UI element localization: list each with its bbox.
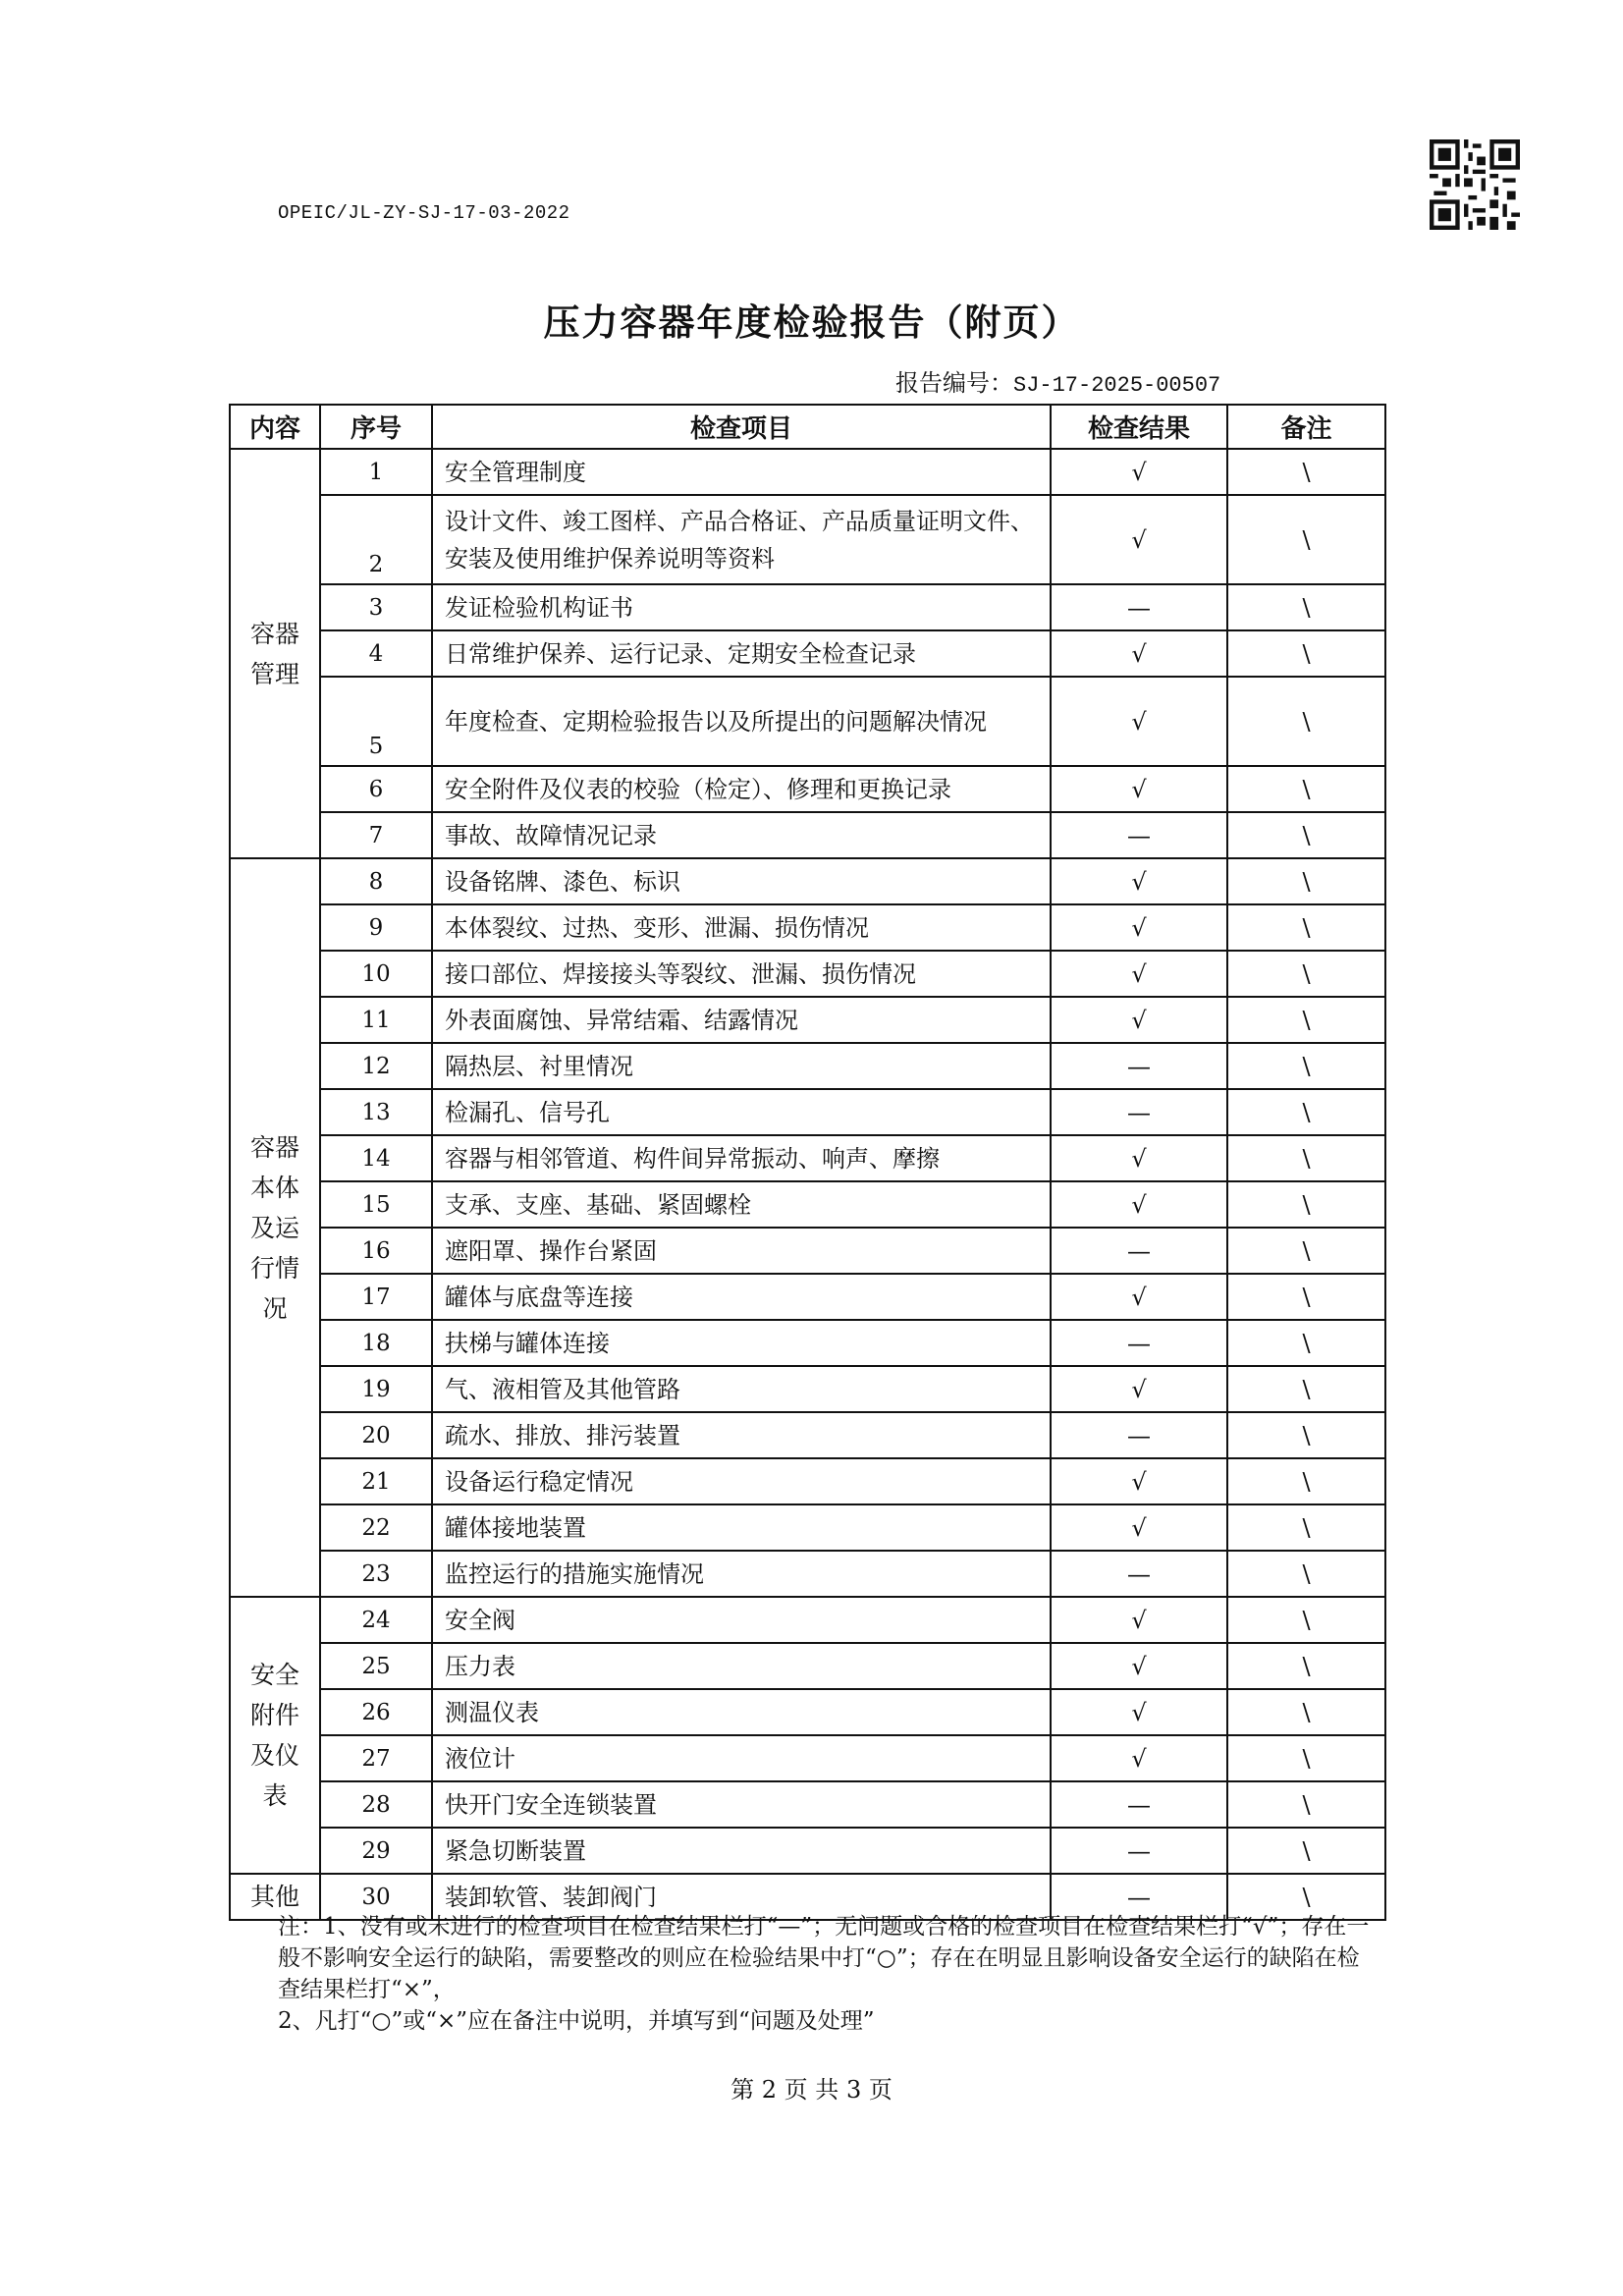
remark-cell: \ [1227,1412,1385,1458]
table-row [230,1828,1385,1874]
category-cell [230,449,320,858]
item-cell: 监控运行的措施实施情况 [432,1551,1051,1597]
result-cell: √ [1051,630,1227,677]
remark-cell: \ [1227,1735,1385,1781]
item-cell: 事故、故障情况记录 [432,812,1051,858]
qr-code [1430,139,1520,230]
remark-cell: \ [1227,630,1385,677]
item-cell: 支承、支座、基础、紧固螺栓 [432,1181,1051,1228]
result-cell: √ [1051,904,1227,951]
item-cell: 设计文件、竣工图样、产品合格证、产品质量证明文件、安装及使用维护保养说明等资料 [432,495,1051,584]
seq-cell: 20 [320,1412,432,1458]
result-cell: √ [1051,1504,1227,1551]
result-cell: √ [1051,1643,1227,1689]
table-row [230,951,1385,997]
item-cell: 疏水、排放、排污装置 [432,1412,1051,1458]
result-cell: √ [1051,951,1227,997]
item-cell: 接口部位、焊接接头等裂纹、泄漏、损伤情况 [432,951,1051,997]
result-cell: √ [1051,1366,1227,1412]
remark-cell: \ [1227,951,1385,997]
remark-cell: \ [1227,1320,1385,1366]
seq-cell: 22 [320,1504,432,1551]
remark-cell: \ [1227,1181,1385,1228]
item-cell: 测温仪表 [432,1689,1051,1735]
item-cell: 容器与相邻管道、构件间异常振动、响声、摩擦 [432,1135,1051,1181]
seq-cell: 11 [320,997,432,1043]
seq-cell: 23 [320,1551,432,1597]
seq-cell: 14 [320,1135,432,1181]
report-number-label: 报告编号： [895,369,1013,397]
table-row [230,1135,1385,1181]
table-row [230,1412,1385,1458]
table-row [230,1551,1385,1597]
category-label: 容器管理 [249,619,299,688]
remark-cell: \ [1227,1551,1385,1597]
item-cell: 发证检验机构证书 [432,584,1051,630]
table-row [230,812,1385,858]
remark-cell: \ [1227,858,1385,904]
table-row [230,1181,1385,1228]
item-cell: 安全阀 [432,1597,1051,1643]
seq-cell: 21 [320,1458,432,1504]
header-category: 内容 [230,405,320,449]
result-cell: — [1051,1781,1227,1828]
result-cell: √ [1051,495,1227,584]
remark-cell: \ [1227,1274,1385,1320]
item-cell: 检漏孔、信号孔 [432,1089,1051,1135]
result-cell: √ [1051,766,1227,812]
result-cell: √ [1051,449,1227,495]
table-row [230,584,1385,630]
seq-cell: 26 [320,1689,432,1735]
page-number: 第 2 页 共 3 页 [730,2076,893,2104]
seq-cell: 2 [320,495,432,584]
remark-cell: \ [1227,1643,1385,1689]
result-cell: — [1051,1043,1227,1089]
seq-cell: 15 [320,1181,432,1228]
table-header-row [230,405,1385,449]
item-cell: 压力表 [432,1643,1051,1689]
report-number-value: SJ-17-2025-00507 [1013,373,1221,398]
category-label: 容器本体及运行情况 [249,1132,299,1323]
result-cell: — [1051,1874,1227,1920]
table-row [230,1320,1385,1366]
seq-cell: 29 [320,1828,432,1874]
table-row [230,766,1385,812]
report-number [895,363,1220,398]
seq-cell: 19 [320,1366,432,1412]
note-line-2: 2、凡打“○”或“×”应在备注中说明，并填写到“问题及处理” [278,2008,875,2034]
note-line-1: 注：1、没有或未进行的检查项目在检查结果栏打“—”；无问题或合格的检查项目在检查结果栏打“√”；存在一般不影响安全运行的缺陷，需要整改的则应在检验结果中打“○”；存在在明显且影响设备安全运行的缺陷在检查结果栏打“×”， [278,1914,1370,2002]
item-cell: 安全管理制度 [432,449,1051,495]
result-cell: √ [1051,1135,1227,1181]
remark-cell: \ [1227,449,1385,495]
result-cell: — [1051,1551,1227,1597]
table-row [230,677,1385,766]
table-row [230,858,1385,904]
result-cell: — [1051,1320,1227,1366]
result-cell: — [1051,1089,1227,1135]
seq-cell: 13 [320,1089,432,1135]
table-row [230,1781,1385,1828]
item-cell: 外表面腐蚀、异常结霜、结露情况 [432,997,1051,1043]
seq-cell: 7 [320,812,432,858]
item-cell: 气、液相管及其他管路 [432,1366,1051,1412]
remark-cell: \ [1227,1828,1385,1874]
item-cell: 设备铭牌、漆色、标识 [432,858,1051,904]
table-row [230,1597,1385,1643]
result-cell: — [1051,584,1227,630]
result-cell: √ [1051,1689,1227,1735]
seq-cell: 9 [320,904,432,951]
inspection-table [229,404,1386,1921]
seq-cell: 4 [320,630,432,677]
result-cell: √ [1051,1735,1227,1781]
remark-cell: \ [1227,1043,1385,1089]
table-row [230,997,1385,1043]
remark-cell: \ [1227,1366,1385,1412]
notes-section [278,1911,1378,2037]
seq-cell: 8 [320,858,432,904]
table-row [230,449,1385,495]
table-row [230,1689,1385,1735]
seq-cell: 6 [320,766,432,812]
remark-cell: \ [1227,1504,1385,1551]
table-row [230,1643,1385,1689]
result-cell: — [1051,1412,1227,1458]
item-cell: 快开门安全连锁装置 [432,1781,1051,1828]
table-row [230,904,1385,951]
remark-cell: \ [1227,766,1385,812]
table-row [230,1043,1385,1089]
table-row [230,630,1385,677]
seq-cell: 10 [320,951,432,997]
item-cell: 液位计 [432,1735,1051,1781]
remark-cell: \ [1227,677,1385,766]
remark-cell: \ [1227,812,1385,858]
seq-cell: 12 [320,1043,432,1089]
result-cell: — [1051,1228,1227,1274]
item-cell: 安全附件及仪表的校验（检定）、修理和更换记录 [432,766,1051,812]
header-result: 检查结果 [1051,405,1227,449]
remark-cell: \ [1227,1689,1385,1735]
remark-cell: \ [1227,1597,1385,1643]
item-cell: 遮阳罩、操作台紧固 [432,1228,1051,1274]
category-label: 安全附件及仪表 [249,1661,299,1810]
table-row [230,1228,1385,1274]
remark-cell: \ [1227,1089,1385,1135]
result-cell: √ [1051,677,1227,766]
category-cell [230,858,320,1597]
seq-cell: 1 [320,449,432,495]
result-cell: √ [1051,858,1227,904]
table-row [230,1274,1385,1320]
seq-cell: 27 [320,1735,432,1781]
item-cell: 扶梯与罐体连接 [432,1320,1051,1366]
item-cell: 设备运行稳定情况 [432,1458,1051,1504]
remark-cell: \ [1227,997,1385,1043]
item-cell: 隔热层、衬里情况 [432,1043,1051,1089]
result-cell: — [1051,812,1227,858]
result-cell: √ [1051,1458,1227,1504]
item-cell: 紧急切断装置 [432,1828,1051,1874]
remark-cell: \ [1227,1458,1385,1504]
remark-cell: \ [1227,904,1385,951]
remark-cell: \ [1227,584,1385,630]
result-cell: √ [1051,997,1227,1043]
table-row [230,1089,1385,1135]
result-cell: √ [1051,1274,1227,1320]
table-row [230,1735,1385,1781]
seq-cell: 5 [320,677,432,766]
table-row [230,1504,1385,1551]
remark-cell: \ [1227,1781,1385,1828]
seq-cell: 25 [320,1643,432,1689]
item-cell: 日常维护保养、运行记录、定期安全检查记录 [432,630,1051,677]
seq-cell: 30 [320,1874,432,1920]
result-cell: — [1051,1828,1227,1874]
header-seq: 序号 [320,405,432,449]
document-code: OPEIC/JL-ZY-SJ-17-03-2022 [278,202,570,224]
category-cell: 其他 [230,1874,320,1920]
header-item: 检查项目 [432,405,1051,449]
item-cell: 罐体与底盘等连接 [432,1274,1051,1320]
item-cell: 本体裂纹、过热、变形、泄漏、损伤情况 [432,904,1051,951]
seq-cell: 16 [320,1228,432,1274]
table-row [230,1458,1385,1504]
page-title: 压力容器年度检验报告（附页） [543,301,1080,344]
remark-cell: \ [1227,1135,1385,1181]
header-remark: 备注 [1227,405,1385,449]
item-cell: 罐体接地装置 [432,1504,1051,1551]
table-row [230,495,1385,584]
item-cell: 年度检查、定期检验报告以及所提出的问题解决情况 [432,677,1051,766]
seq-cell: 24 [320,1597,432,1643]
seq-cell: 28 [320,1781,432,1828]
item-cell: 装卸软管、装卸阀门 [432,1874,1051,1920]
table-row [230,1366,1385,1412]
result-cell: √ [1051,1597,1227,1643]
seq-cell: 18 [320,1320,432,1366]
result-cell: √ [1051,1181,1227,1228]
seq-cell: 17 [320,1274,432,1320]
remark-cell: \ [1227,495,1385,584]
category-cell [230,1597,320,1874]
seq-cell: 3 [320,584,432,630]
remark-cell: \ [1227,1874,1385,1920]
remark-cell: \ [1227,1228,1385,1274]
